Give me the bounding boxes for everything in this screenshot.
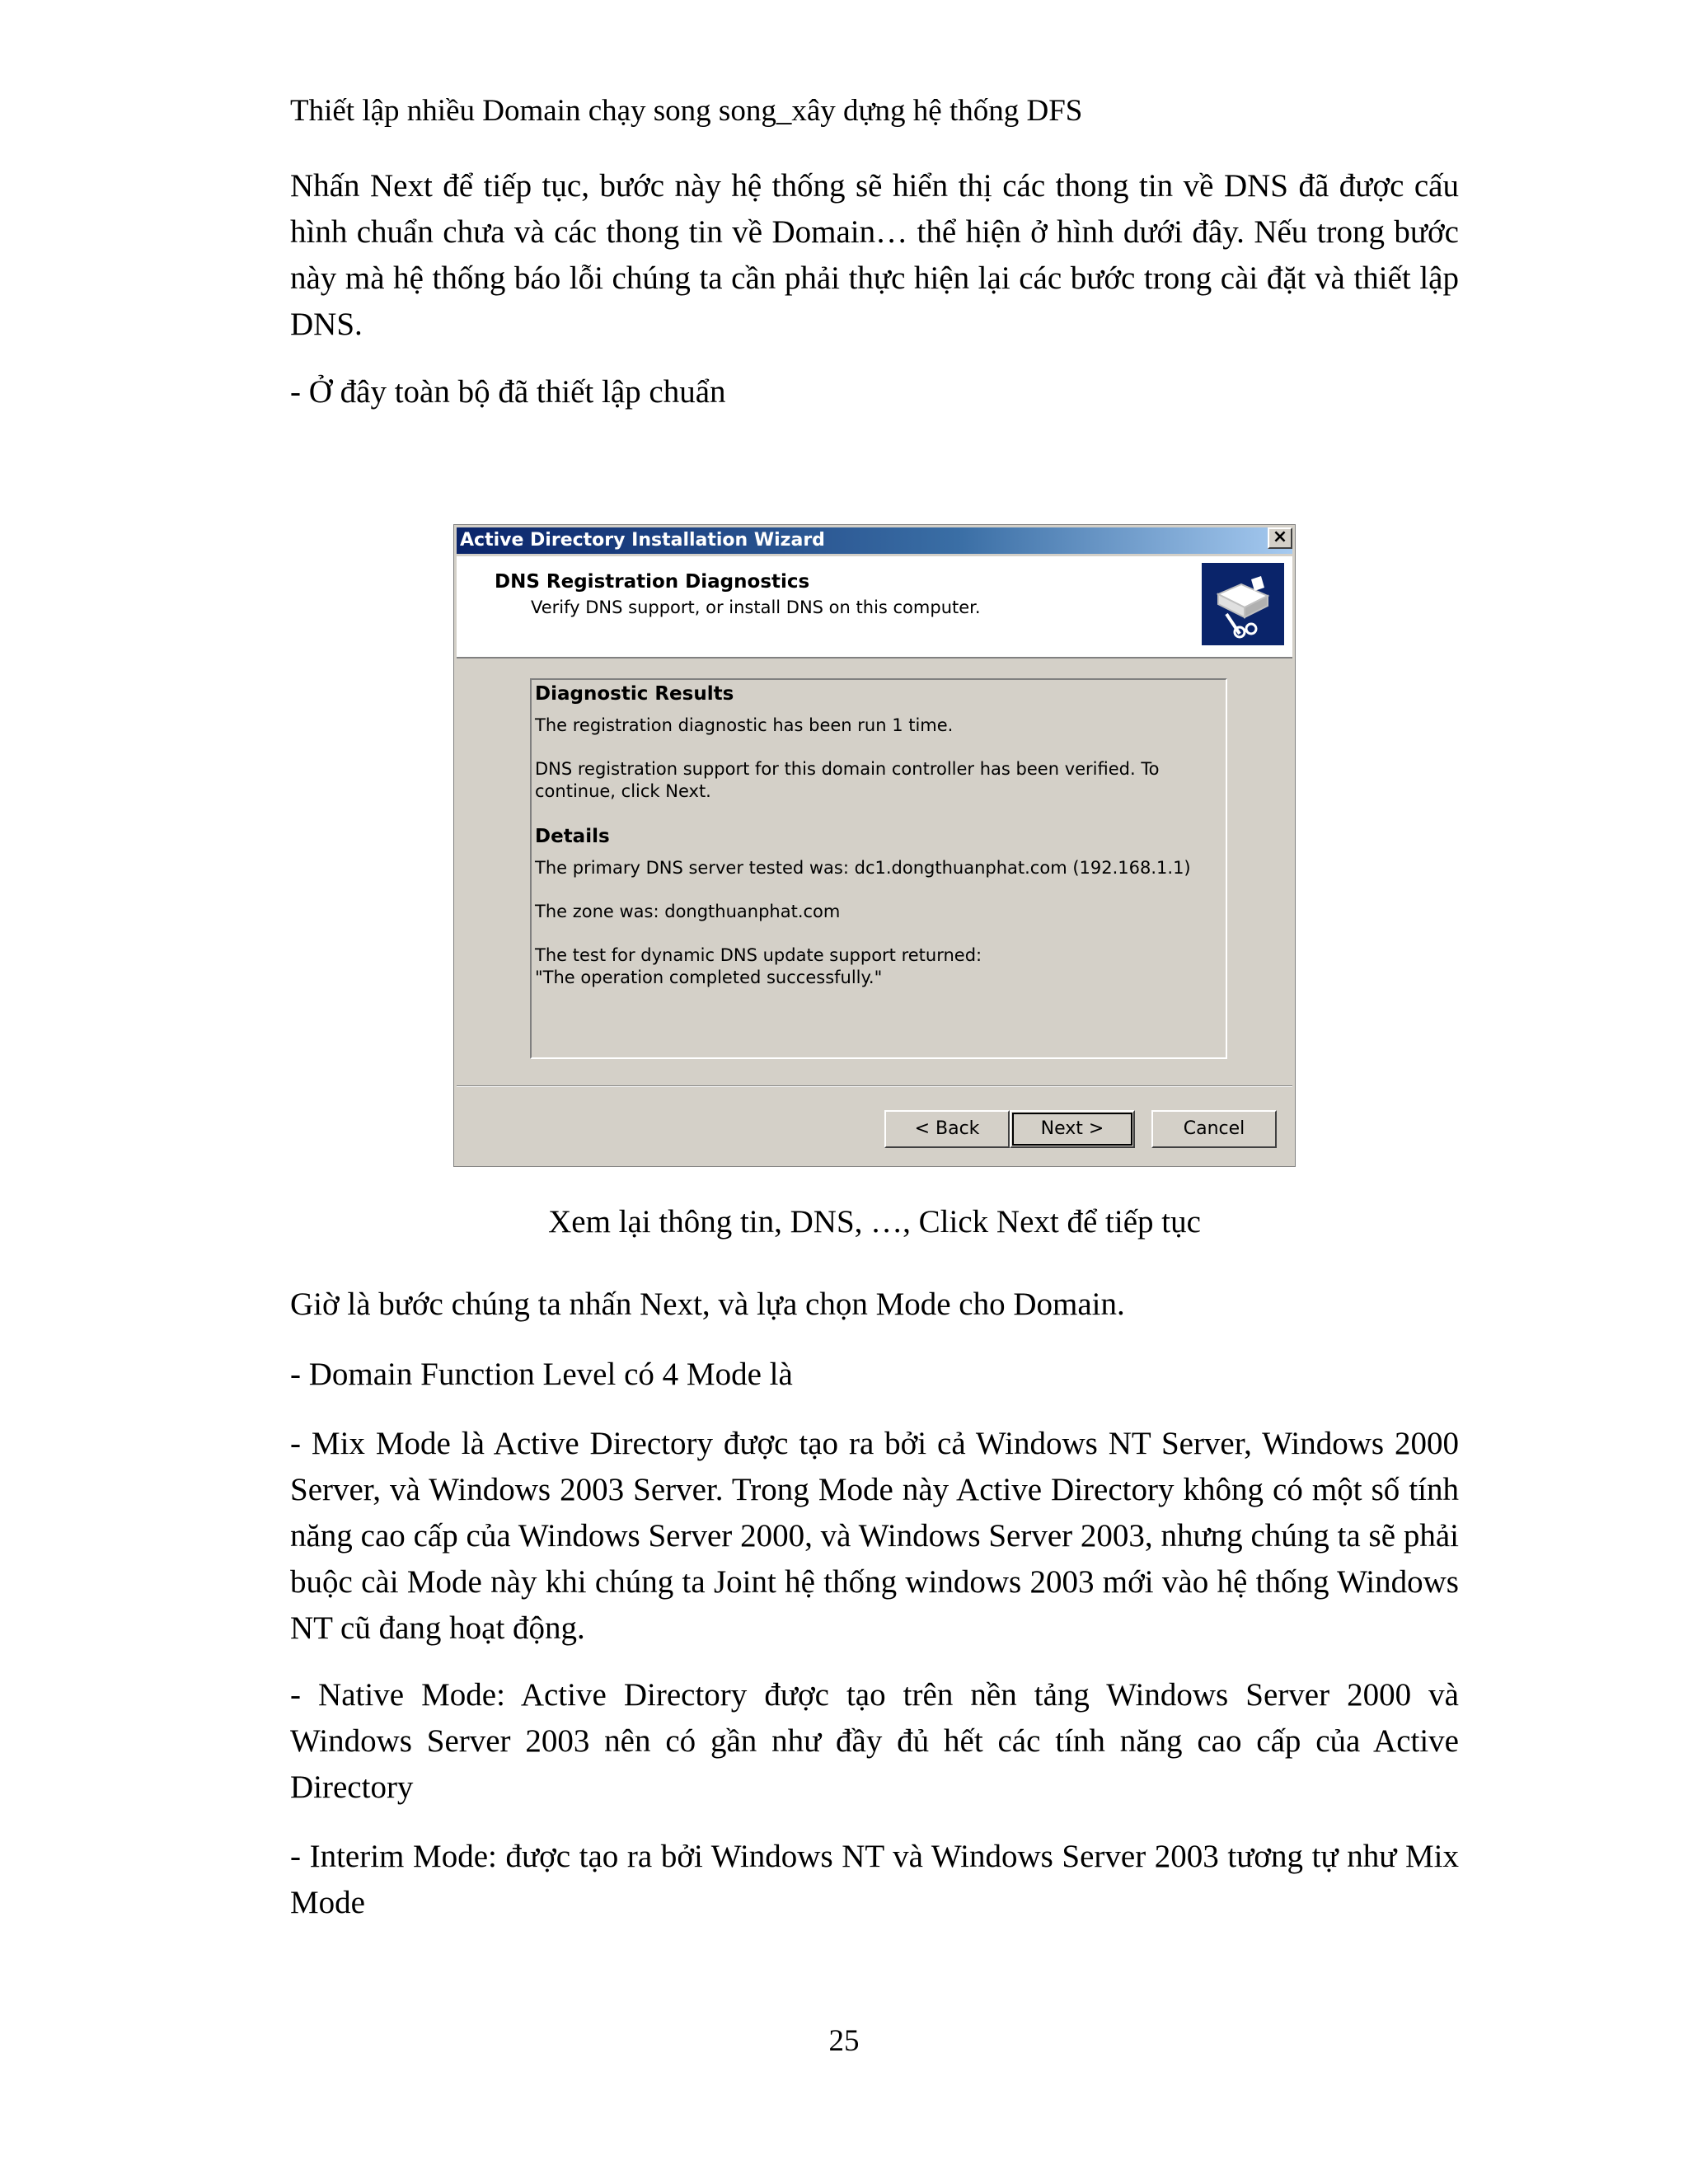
page-number: 25 — [828, 2024, 860, 2058]
diagnostic-results-heading: Diagnostic Results — [535, 683, 734, 705]
dialog-title: Active Directory Installation Wizard — [460, 530, 825, 551]
detail-primary-dns: The primary DNS server tested was: dc1.dongthuanphat.com (192.168.1.1) — [535, 858, 1191, 878]
wizard-dialog — [453, 524, 1296, 1167]
diagnostic-verified-text: DNS registration support for this domain controller has been verified. To continue, click Next. — [535, 759, 1160, 801]
paragraph-native-mode: - Native Mode: Active Directory được tạo trên nền tảng Windows Server 2000 và Windows Server 2003 nên có gần như đầy đủ hết các tính năng cao cấp của Active Directory — [290, 1677, 1459, 1805]
figure-caption: Xem lại thông tin, DNS, …, Click Next để tiếp tục — [548, 1204, 1201, 1240]
directory-wizard-icon — [1202, 563, 1284, 645]
diagnostic-run-count: The registration diagnostic has been run 1 time. — [535, 715, 954, 735]
detail-dynamic-test: The test for dynamic DNS update support returned: — [535, 945, 982, 965]
paragraph-status: - Ở đây toàn bộ đã thiết lập chuẩn — [290, 374, 726, 410]
detail-dynamic-result: "The operation completed successfully." — [535, 968, 883, 987]
paragraph-interim-mode: - Interim Mode: được tạo ra bởi Windows NT và Windows Server 2003 tương tự như Mix Mode — [290, 1839, 1459, 1920]
close-icon: × — [1272, 527, 1288, 547]
paragraph-next-step: Giờ là bước chúng ta nhấn Next, và lựa chọn Mode cho Domain. — [290, 1286, 1125, 1322]
close-button[interactable] — [1268, 527, 1292, 549]
detail-zone: The zone was: dongthuanphat.com — [535, 902, 841, 921]
wizard-banner — [457, 556, 1292, 658]
back-button[interactable]: < Back — [884, 1110, 1010, 1148]
dialog-titlebar — [457, 527, 1292, 554]
banner-title: DNS Registration Diagnostics — [495, 571, 810, 593]
details-heading: Details — [535, 826, 610, 847]
diagnostic-results-box[interactable] — [530, 678, 1227, 1059]
banner-subtitle: Verify DNS support, or install DNS on this computer. — [531, 598, 981, 617]
button-separator — [457, 1085, 1292, 1087]
paragraph-intro: Nhấn Next để tiếp tục, bước này hệ thống sẽ hiển thị các thong tin về DNS đã được cấu hình chuẩn chưa và các thong tin về Domain… thể hiện ở hình dưới đây. Nếu trong bước này mà hệ thống báo lỗi chúng ta cần phải thực hiện lại các bước trong cài đặt và thiết lập DNS. — [290, 168, 1459, 342]
paragraph-mix-mode: - Mix Mode là Active Directory được tạo ra bởi cả Windows NT Server, Windows 2000 Server, và Windows 2003 Server. Trong Mode này Active Directory không có một số tính năng cao cấp của Windows Server 2000, và Windows Server 2003, nhưng chúng ta sẽ phải buộc cài Mode này khi chúng ta Joint hệ thống windows 2003 mới vào hệ thống Windows NT cũ đang hoạt động. — [290, 1426, 1459, 1646]
next-button[interactable]: Next > — [1010, 1110, 1135, 1148]
paragraph-function-level: - Domain Function Level có 4 Mode là — [290, 1357, 793, 1392]
cancel-button[interactable]: Cancel — [1151, 1110, 1277, 1148]
page-header: Thiết lập nhiều Domain chạy song song_xây dựng hệ thống DFS — [290, 94, 1083, 128]
